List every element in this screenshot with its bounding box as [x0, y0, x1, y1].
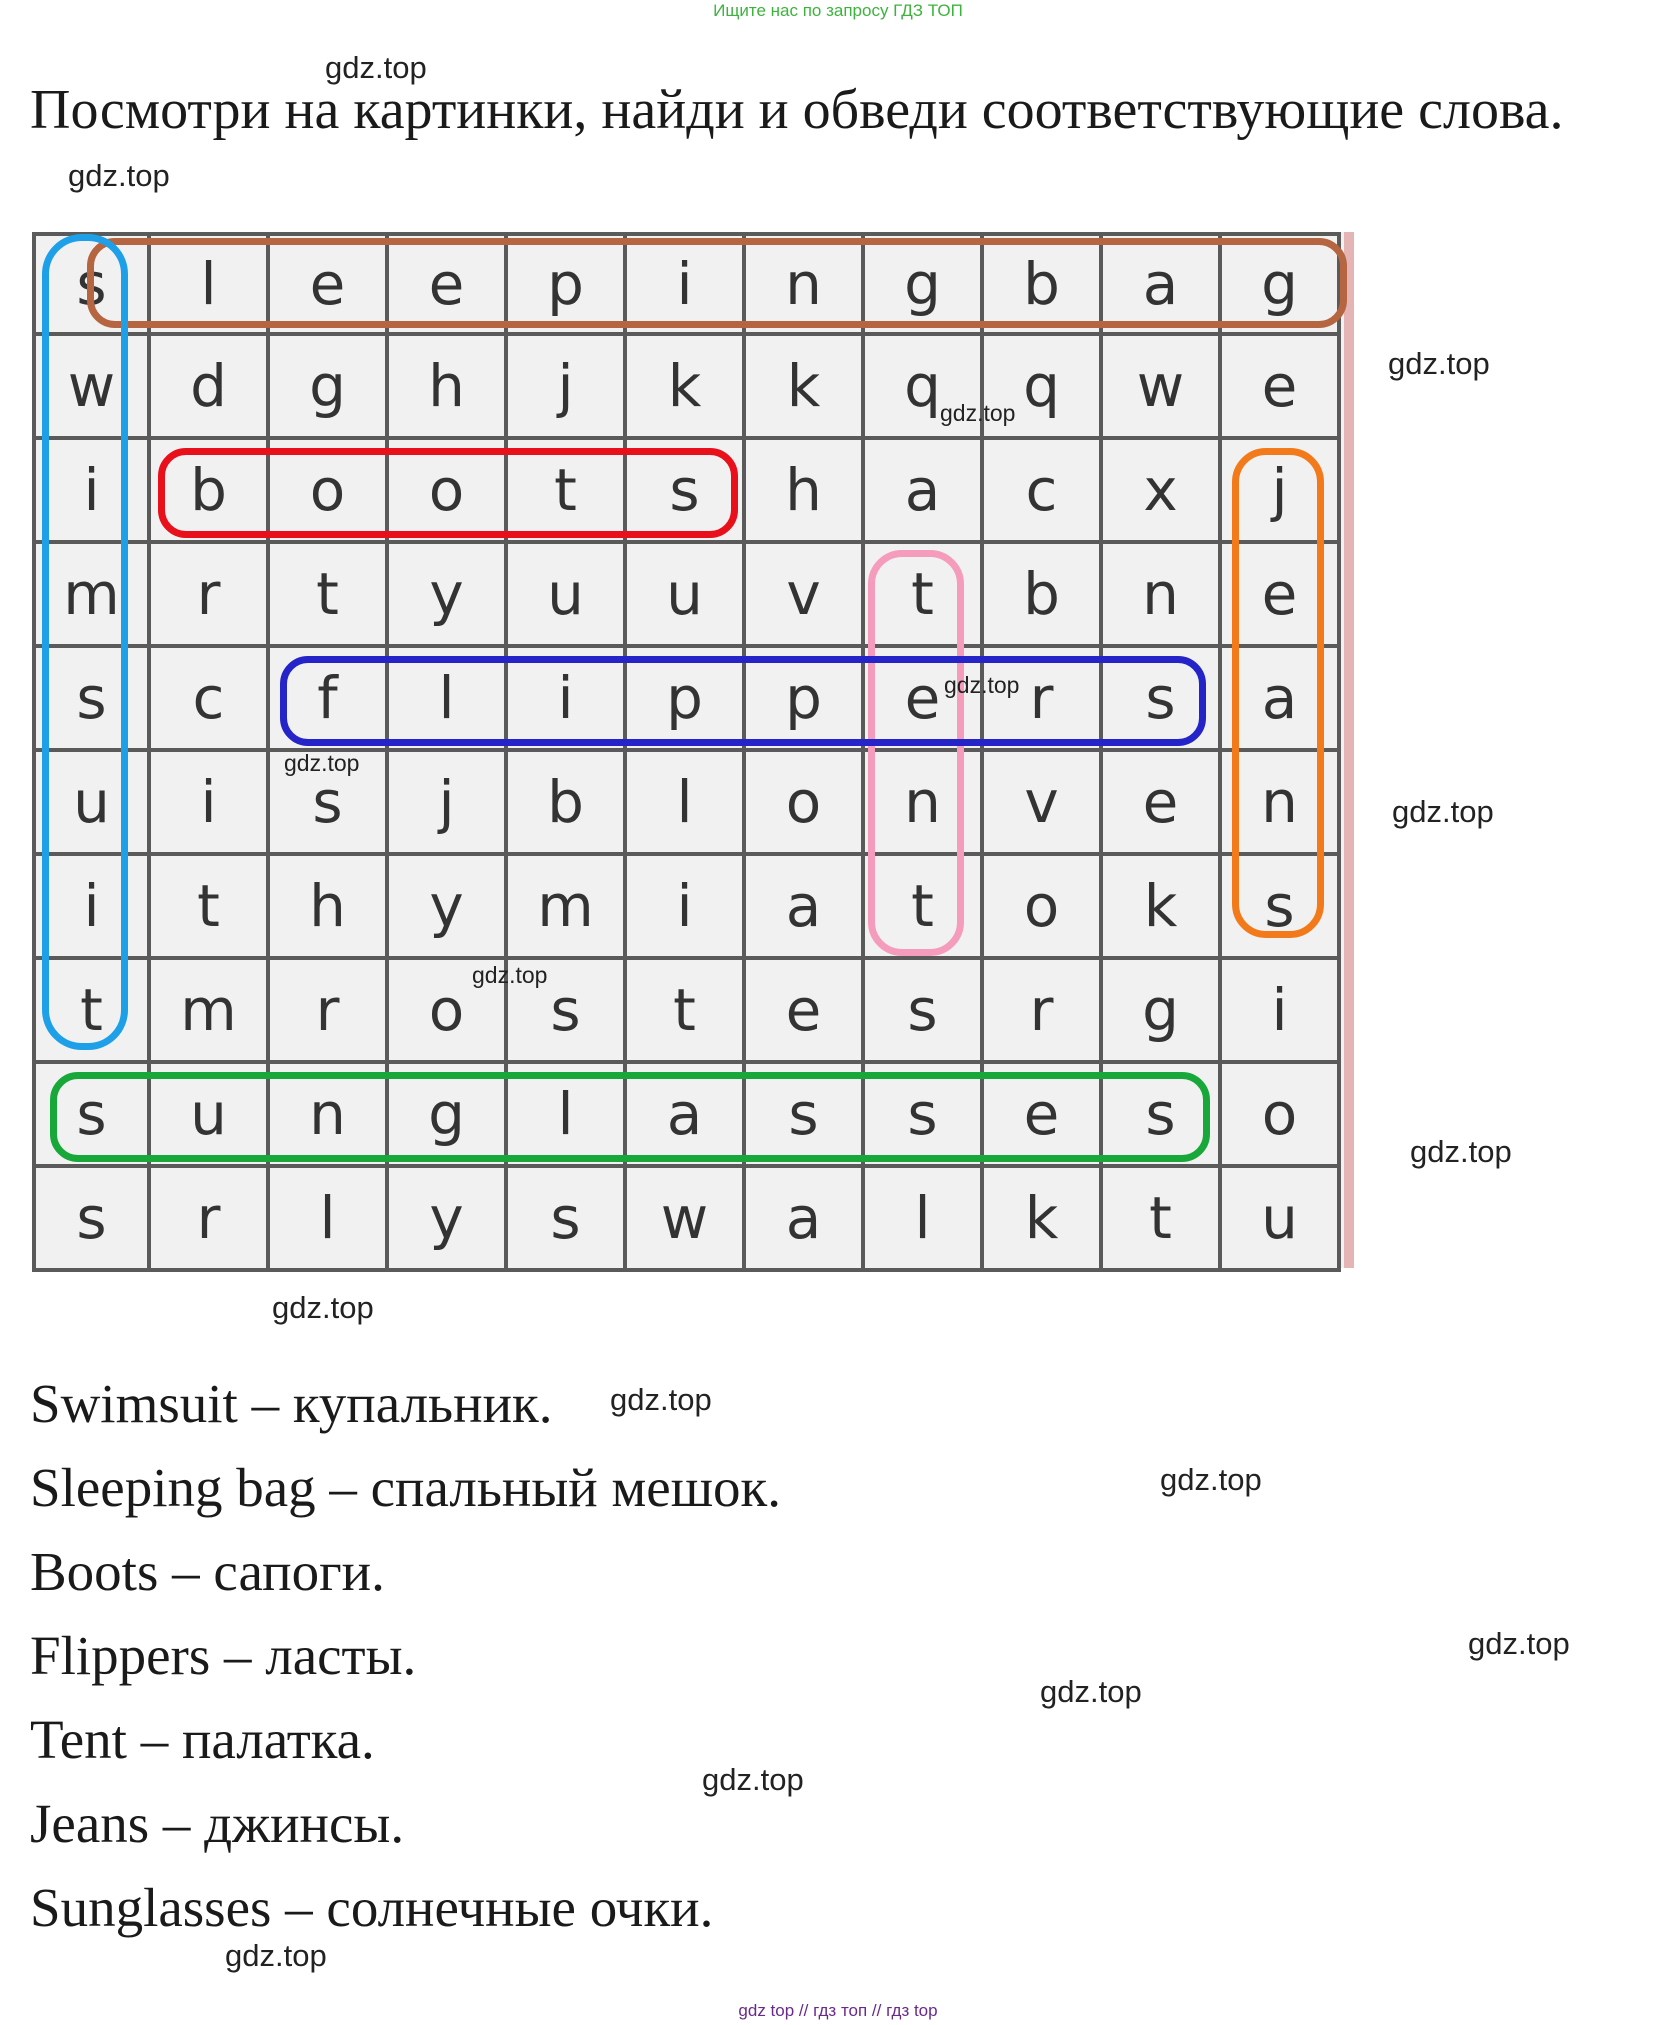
grid-cell: l	[151, 232, 270, 336]
highlight-boots	[158, 448, 738, 538]
grid-cell: j	[389, 752, 508, 856]
grid-cell: a	[746, 1168, 865, 1272]
grid-cell: n	[1222, 752, 1341, 856]
grid-cell: t	[1103, 1168, 1222, 1272]
grid-cell: s	[865, 960, 984, 1064]
grid-cell: h	[270, 856, 389, 960]
word-search-puzzle	[32, 232, 1354, 1268]
grid-cell: h	[389, 336, 508, 440]
grid-cell: s	[865, 1064, 984, 1168]
answer-line: Flippers – ласты.	[30, 1625, 417, 1686]
watermark: gdz.top	[225, 1938, 327, 1973]
grid-cell: o	[270, 440, 389, 544]
grid-cell: i	[151, 752, 270, 856]
grid-cell: c	[984, 440, 1103, 544]
grid-cell: e	[746, 960, 865, 1064]
grid-cell: r	[984, 648, 1103, 752]
grid-cell: u	[151, 1064, 270, 1168]
grid-cell: l	[627, 752, 746, 856]
watermark: gdz.top	[940, 400, 1016, 426]
grid-cell: t	[151, 856, 270, 960]
watermark: gdz.top	[944, 672, 1020, 698]
grid-cell: e	[270, 232, 389, 336]
grid-cell: l	[389, 648, 508, 752]
answer-line: Jeans – джинсы.	[30, 1793, 405, 1854]
grid-cell: a	[1103, 232, 1222, 336]
grid-cell: g	[865, 232, 984, 336]
grid-cell: i	[627, 232, 746, 336]
answer-line: Sleeping bag – спальный мешок.	[30, 1457, 782, 1518]
grid-cell: e	[984, 1064, 1103, 1168]
grid-cell: o	[389, 960, 508, 1064]
grid-cell: m	[508, 856, 627, 960]
answer-line: Sunglasses – солнечные очки.	[30, 1877, 714, 1938]
grid-cell: y	[389, 1168, 508, 1272]
grid-cell: o	[984, 856, 1103, 960]
footer-watermark: gdz top // гдз топ // гдз top	[738, 2001, 938, 2020]
grid-cell: n	[1103, 544, 1222, 648]
watermark: gdz.top	[1410, 1134, 1512, 1169]
grid-cell: o	[1222, 1064, 1341, 1168]
grid-cell: q	[984, 336, 1103, 440]
grid-cell: j	[1222, 440, 1341, 544]
answer-line: Swimsuit – купальник.	[30, 1373, 553, 1434]
grid-cell: t	[32, 960, 151, 1064]
grid-cell: b	[984, 544, 1103, 648]
grid-cell: y	[389, 856, 508, 960]
highlight-jeans	[1232, 448, 1324, 938]
grid-cell: v	[746, 544, 865, 648]
grid-cell: s	[627, 440, 746, 544]
grid-cell: e	[1222, 544, 1341, 648]
grid-cell: m	[32, 544, 151, 648]
grid-cell: e	[865, 648, 984, 752]
grid-cell: e	[389, 232, 508, 336]
watermark: gdz.top	[472, 962, 548, 988]
answer-line: Boots – сапоги.	[30, 1541, 385, 1602]
grid-cell: s	[32, 648, 151, 752]
highlight-sunglasses	[50, 1072, 1210, 1162]
grid-cell: k	[627, 336, 746, 440]
grid-cell: v	[984, 752, 1103, 856]
grid-cell: c	[151, 648, 270, 752]
grid-cell: w	[627, 1168, 746, 1272]
grid-cell: g	[389, 1064, 508, 1168]
grid-cell: q	[865, 336, 984, 440]
grid-cell: t	[865, 856, 984, 960]
grid-cell: a	[1222, 648, 1341, 752]
grid-cell: n	[270, 1064, 389, 1168]
grid-cell: l	[270, 1168, 389, 1272]
grid-cell: o	[389, 440, 508, 544]
grid-cell: p	[746, 648, 865, 752]
grid-cell: s	[270, 752, 389, 856]
grid-cell: r	[151, 544, 270, 648]
grid-cell: k	[984, 1168, 1103, 1272]
grid-cell: s	[1103, 1064, 1222, 1168]
grid-cell: b	[984, 232, 1103, 336]
grid-cell: i	[508, 648, 627, 752]
highlight-flippers	[280, 656, 1206, 746]
grid-cell: t	[270, 544, 389, 648]
grid-cell: i	[32, 856, 151, 960]
grid-cell: u	[1222, 1168, 1341, 1272]
grid-cell: s	[508, 1168, 627, 1272]
grid-cell: r	[151, 1168, 270, 1272]
grid-cell: e	[1103, 752, 1222, 856]
watermark: gdz.top	[1392, 794, 1494, 829]
grid-cell: f	[270, 648, 389, 752]
grid-cell: u	[32, 752, 151, 856]
grid-cell: i	[32, 440, 151, 544]
grid-cell: r	[984, 960, 1103, 1064]
grid-cell: s	[32, 1168, 151, 1272]
watermark: gdz.top	[68, 158, 170, 193]
grid-cell: g	[1103, 960, 1222, 1064]
highlight-tent	[868, 550, 964, 956]
grid-cell: i	[1222, 960, 1341, 1064]
grid-cell: t	[508, 440, 627, 544]
grid-cell: s	[32, 1064, 151, 1168]
page-title: Посмотри на картинки, найди и обведи соответствующие слова.	[30, 79, 1564, 141]
grid-cell: o	[746, 752, 865, 856]
highlight-sleeping-bag	[87, 238, 1347, 328]
grid-cell: a	[865, 440, 984, 544]
grid-cell: u	[627, 544, 746, 648]
watermark: gdz.top	[272, 1290, 374, 1325]
grid-cell: p	[627, 648, 746, 752]
grid-cell: l	[865, 1168, 984, 1272]
watermark: gdz.top	[702, 1762, 804, 1797]
grid-cell: w	[1103, 336, 1222, 440]
watermark: gdz.top	[284, 750, 360, 776]
grid-cell: a	[746, 856, 865, 960]
grid-cell: s	[1222, 856, 1341, 960]
grid-cell: n	[746, 232, 865, 336]
grid-cell: s	[508, 960, 627, 1064]
watermark: gdz.top	[1468, 1626, 1570, 1661]
grid-cell: t	[627, 960, 746, 1064]
top-banner: Ищите нас по запросу ГДЗ ТОП	[713, 1, 963, 20]
grid-cell: i	[627, 856, 746, 960]
grid-cell: h	[746, 440, 865, 544]
grid-cell: k	[746, 336, 865, 440]
watermark: gdz.top	[1388, 346, 1490, 381]
grid-cell: d	[151, 336, 270, 440]
grid-cell: n	[865, 752, 984, 856]
watermark: gdz.top	[1160, 1462, 1262, 1497]
grid-cell: k	[1103, 856, 1222, 960]
grid-cell: t	[865, 544, 984, 648]
grid-cell: b	[151, 440, 270, 544]
grid-cell: l	[508, 1064, 627, 1168]
grid-cell: s	[32, 232, 151, 336]
watermark: gdz.top	[610, 1382, 712, 1417]
grid-cell: x	[1103, 440, 1222, 544]
grid-cell: g	[270, 336, 389, 440]
grid-cell: u	[508, 544, 627, 648]
answer-line: Tent – палатка.	[30, 1709, 375, 1770]
grid-cell: g	[1222, 232, 1341, 336]
highlight-swimsuit	[42, 234, 128, 1050]
grid-cell: s	[1103, 648, 1222, 752]
watermark: gdz.top	[325, 50, 427, 85]
watermark: gdz.top	[1040, 1674, 1142, 1709]
grid-cell: a	[627, 1064, 746, 1168]
grid-cell: y	[389, 544, 508, 648]
grid-cell: b	[508, 752, 627, 856]
grid-cell: w	[32, 336, 151, 440]
grid-cell: r	[270, 960, 389, 1064]
grid-cell: s	[746, 1064, 865, 1168]
grid-cell: e	[1222, 336, 1341, 440]
grid-cell: m	[151, 960, 270, 1064]
grid-cell: p	[508, 232, 627, 336]
grid-cell: j	[508, 336, 627, 440]
